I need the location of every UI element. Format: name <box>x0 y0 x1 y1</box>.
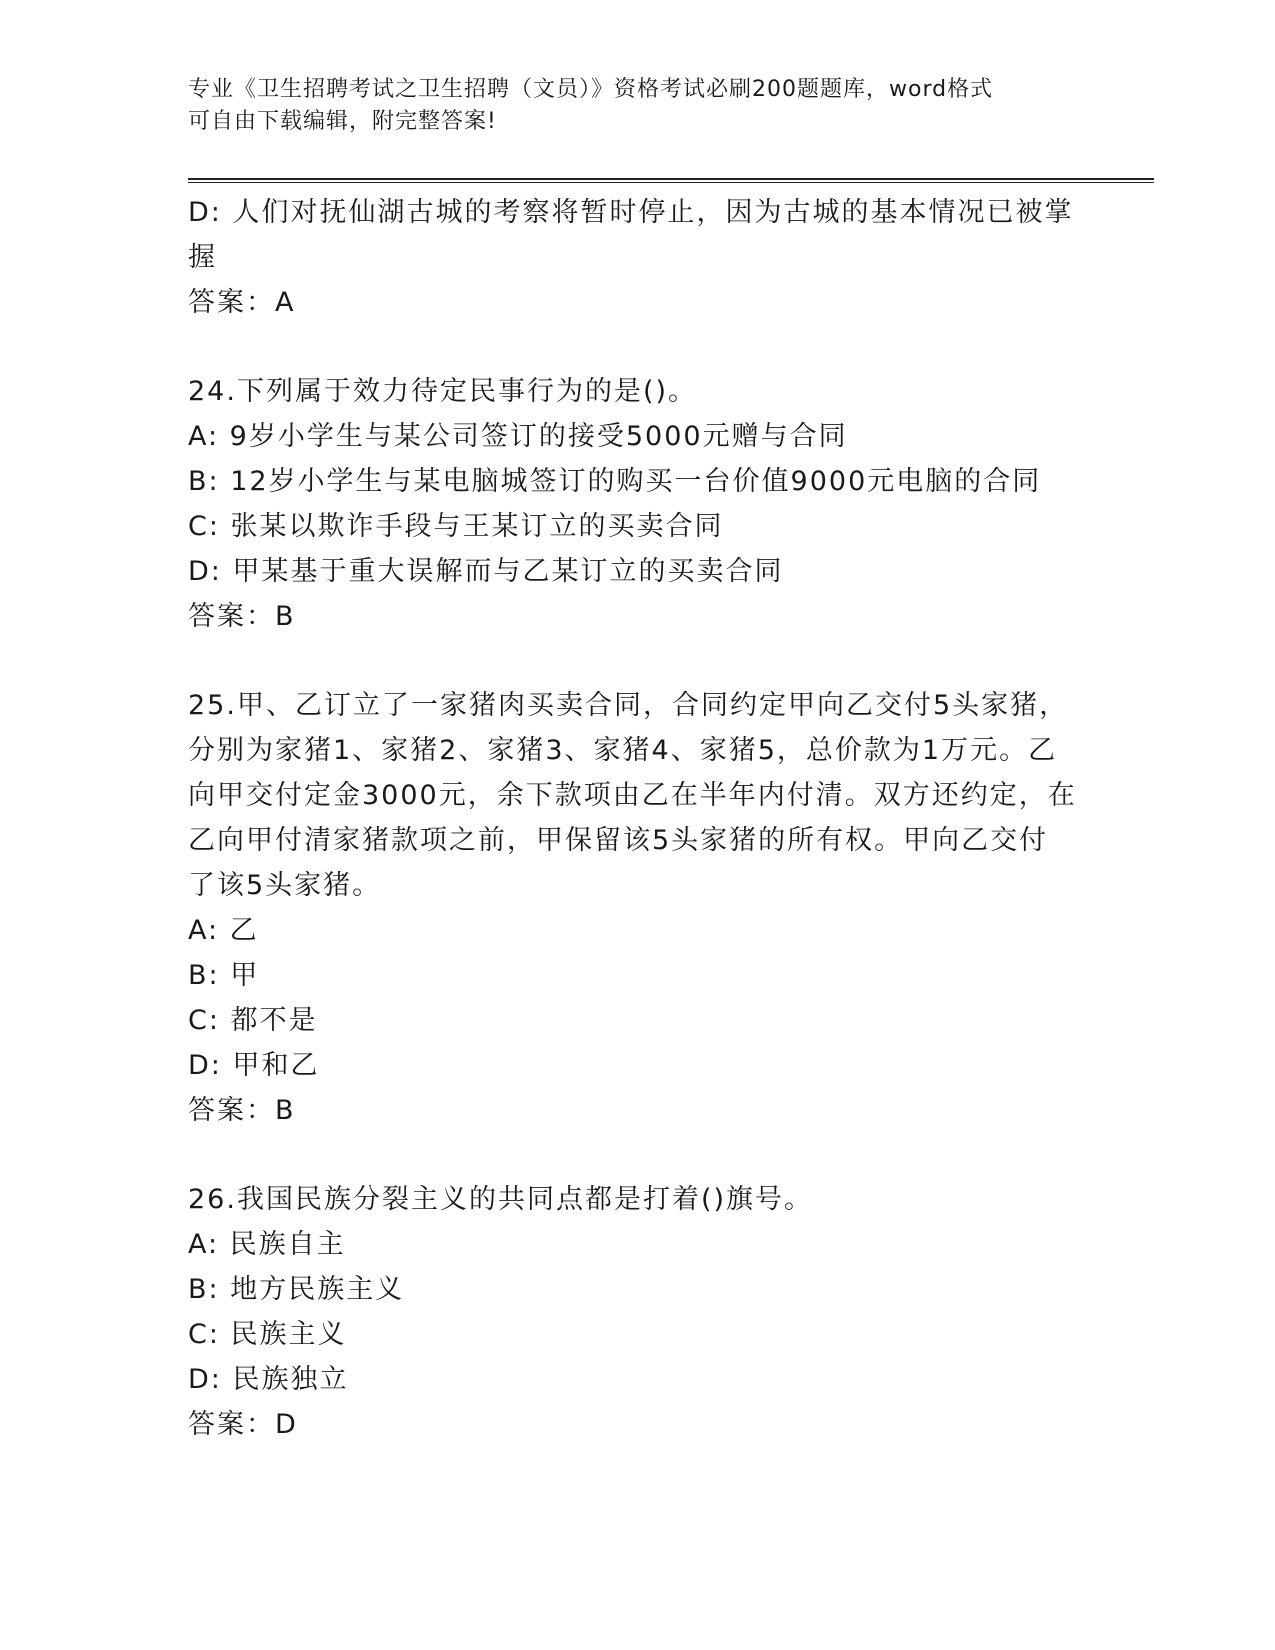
option-c: C: 民族主义 <box>188 1319 347 1350</box>
question-25 <box>188 683 1088 1133</box>
question-24 <box>188 369 1088 639</box>
option-b: B: 12岁小学生与某电脑城签订的购买一台价值9000元电脑的合同 <box>188 466 1042 497</box>
question-text: 分别为家猪1、家猪2、家猪3、家猪4、家猪5，总价款为1万元。乙 <box>188 735 1058 766</box>
question-text: 25.甲、乙订立了一家猪肉买卖合同，合同约定甲向乙交付5头家猪， <box>188 690 1069 721</box>
header-line-2: 可自由下载编辑，附完整答案! <box>188 109 497 134</box>
option-b: B: 甲 <box>188 960 260 991</box>
option-d: D: 民族独立 <box>188 1364 349 1395</box>
option-c: C: 张某以欺诈手段与王某订立的买卖合同 <box>188 511 724 542</box>
option-d: D: 人们对抚仙湖古城的考察将暂时停止，因为古城的基本情况已被掌 <box>188 197 1074 228</box>
answer-line: 答案：D <box>188 1409 298 1440</box>
question-text: 了该5头家猪。 <box>188 870 382 901</box>
option-c: C: 都不是 <box>188 1005 318 1036</box>
option-d: D: 甲和乙 <box>188 1050 320 1081</box>
option-a: A: 乙 <box>188 915 259 946</box>
page-header <box>188 74 1068 138</box>
answer-line: 答案：B <box>188 601 296 632</box>
option-b: B: 地方民族主义 <box>188 1274 405 1305</box>
option-a: A: 民族自主 <box>188 1229 346 1260</box>
question-continuation <box>188 190 1088 325</box>
header-divider <box>188 178 1154 183</box>
question-26 <box>188 1177 1088 1447</box>
option-a: A: 9岁小学生与某公司签订的接受5000元赠与合同 <box>188 421 848 452</box>
question-text: 24.下列属于效力待定民事行为的是()。 <box>188 376 698 407</box>
answer-line: 答案：B <box>188 1095 296 1126</box>
document-body <box>188 190 1088 1447</box>
header-line-1: 专业《卫生招聘考试之卫生招聘（文员）》资格考试必刷200题题库，word格式 <box>188 77 994 102</box>
question-text: 26.我国民族分裂主义的共同点都是打着()旗号。 <box>188 1184 814 1215</box>
question-text: 向甲交付定金3000元，余下款项由乙在半年内付清。双方还约定，在 <box>188 780 1077 811</box>
option-d: D: 甲某基于重大误解而与乙某订立的买卖合同 <box>188 556 784 587</box>
answer-line: 答案：A <box>188 287 296 318</box>
question-text: 乙向甲付清家猪款项之前，甲保留该5头家猪的所有权。甲向乙交付 <box>188 825 1049 856</box>
option-d-continued: 握 <box>188 242 217 273</box>
